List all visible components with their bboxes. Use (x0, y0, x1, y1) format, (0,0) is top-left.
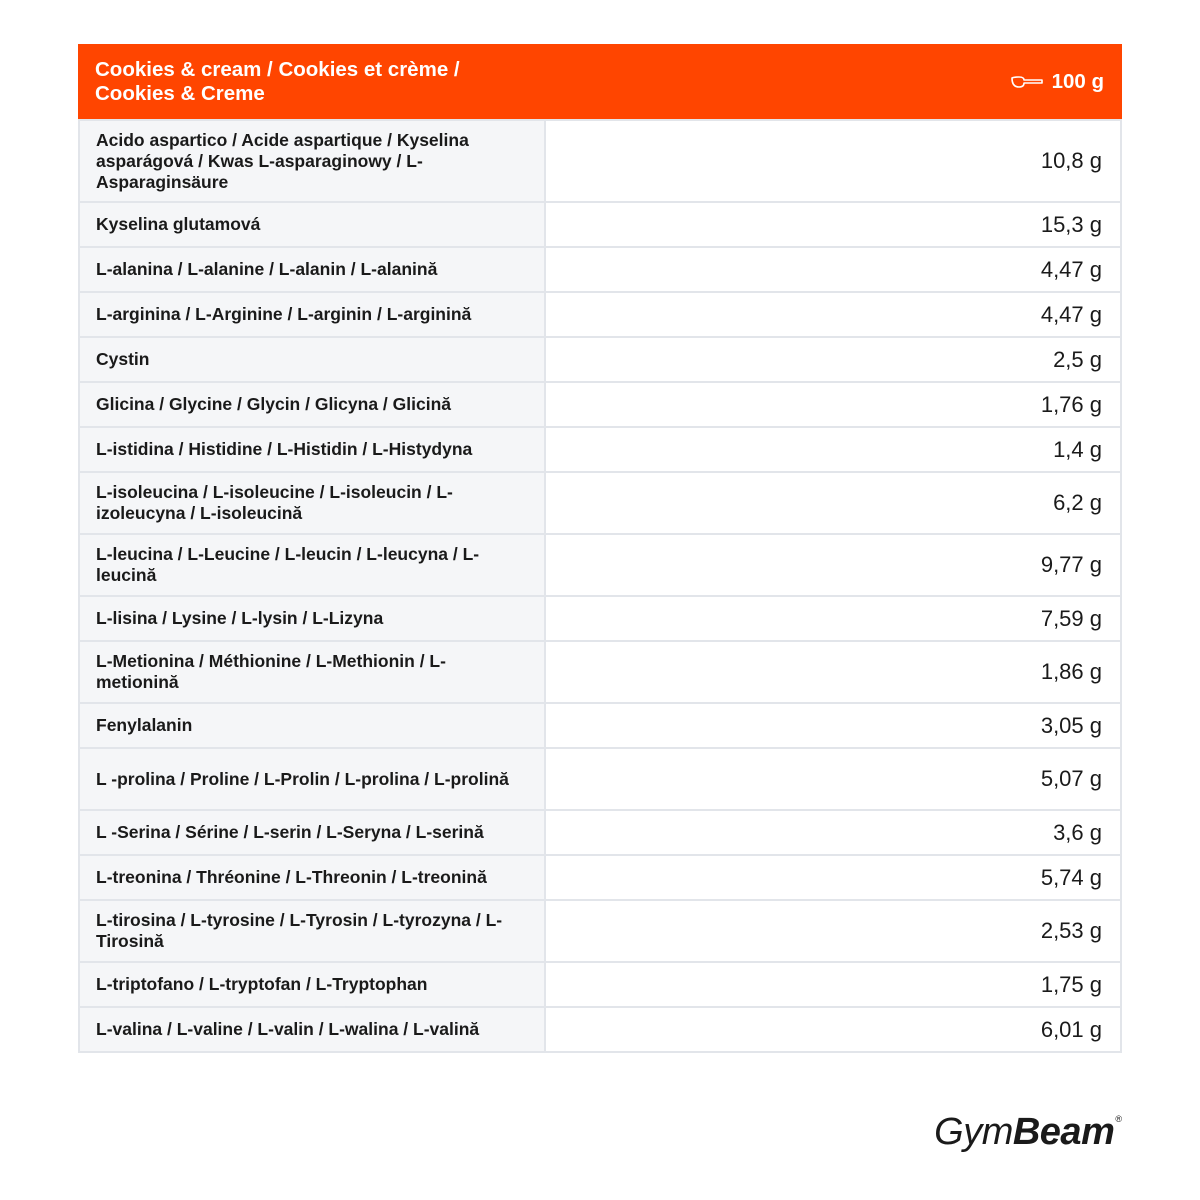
table-row (78, 702, 1122, 747)
table-row (78, 471, 1122, 533)
amino-acid-value: 2,5 g (546, 338, 1122, 381)
table-row (78, 426, 1122, 471)
table-row (78, 640, 1122, 702)
amino-acid-name: L-isoleucina / L-isoleucine / L-isoleucin / L-izoleucyna / L-isoleucină (78, 473, 546, 533)
amino-acid-name: L-triptofano / L-tryptofan / L-Tryptophan (78, 963, 546, 1006)
amino-acid-name: L-istidina / Histidine / L-Histidin / L-Histydyna (78, 428, 546, 471)
header-title-line1: Cookies & cream / Cookies et crème / (95, 57, 460, 81)
logo-text-gym: Gym (934, 1111, 1013, 1153)
serving-size (1010, 70, 1104, 94)
amino-acid-value: 1,4 g (546, 428, 1122, 471)
amino-acid-name: L-tirosina / L-tyrosine / L-Tyrosin / L-tyrozyna / L-Tirosină (78, 901, 546, 961)
amino-acid-name: L -prolina / Proline / L-Prolin / L-prolina / L-prolină (78, 749, 546, 809)
amino-acid-name: Glicina / Glycine / Glycin / Glicyna / Glicină (78, 383, 546, 426)
table-row (78, 961, 1122, 1006)
table-row (78, 336, 1122, 381)
amino-acid-value: 1,76 g (546, 383, 1122, 426)
table-row (78, 381, 1122, 426)
nutrition-table (78, 44, 1122, 1053)
scoop-icon (1010, 74, 1044, 90)
amino-acid-value: 4,47 g (546, 293, 1122, 336)
table-row (78, 854, 1122, 899)
amino-acid-value: 4,47 g (546, 248, 1122, 291)
table-row (78, 291, 1122, 336)
amino-acid-name: L -Serina / Sérine / L-serin / L-Seryna / L-serină (78, 811, 546, 854)
amino-acid-name: Kyselina glutamová (78, 203, 546, 246)
amino-acid-value: 1,86 g (546, 642, 1122, 702)
logo-text-beam: Beam (1012, 1111, 1115, 1153)
amino-acid-value: 3,05 g (546, 704, 1122, 747)
amino-acid-name: L-valina / L-valine / L-valin / L-walina / L-valină (78, 1008, 546, 1051)
amino-acid-value: 9,77 g (546, 535, 1122, 595)
amino-acid-value: 10,8 g (546, 121, 1122, 201)
amino-acid-value: 5,74 g (546, 856, 1122, 899)
amino-acid-value: 5,07 g (546, 749, 1122, 809)
amino-acid-name: L-treonina / Thréonine / L-Threonin / L-treonină (78, 856, 546, 899)
table-row (78, 809, 1122, 854)
amino-acid-value: 6,01 g (546, 1008, 1122, 1051)
amino-acid-name: L-leucina / L-Leucine / L-leucin / L-leucyna / L-leucină (78, 535, 546, 595)
amino-acid-value: 6,2 g (546, 473, 1122, 533)
amino-acid-name: L-alanina / L-alanine / L-alanin / L-alanină (78, 248, 546, 291)
amino-acid-value: 2,53 g (546, 901, 1122, 961)
amino-acid-value: 7,59 g (546, 597, 1122, 640)
amino-acid-value: 15,3 g (546, 203, 1122, 246)
table-row (78, 899, 1122, 961)
amino-acid-name: L-lisina / Lysine / L-lysin / L-Lizyna (78, 597, 546, 640)
table-row (78, 246, 1122, 291)
header-title-line2: Cookies & Creme (95, 81, 265, 105)
table-row (78, 747, 1122, 809)
table-header (78, 44, 1122, 119)
table-row (78, 533, 1122, 595)
header-title (95, 58, 555, 106)
table-row (78, 201, 1122, 246)
gymbeam-logo (934, 1110, 1122, 1154)
amino-acid-name: L-arginina / L-Arginine / L-arginin / L-arginină (78, 293, 546, 336)
table-row (78, 1006, 1122, 1051)
table-row (78, 119, 1122, 201)
amino-acid-value: 1,75 g (546, 963, 1122, 1006)
amino-acid-name: Acido aspartico / Acide aspartique / Kyselina asparágová / Kwas L-asparaginowy / L-Asparaginsäure (78, 121, 546, 201)
table-row (78, 595, 1122, 640)
amino-acid-name: Cystin (78, 338, 546, 381)
registered-mark: ® (1115, 1114, 1122, 1124)
amino-acid-name: L-Metionina / Méthionine / L-Methionin / L-metionină (78, 642, 546, 702)
serving-label: 100 g (1051, 69, 1104, 93)
amino-acid-value: 3,6 g (546, 811, 1122, 854)
amino-acid-name: Fenylalanin (78, 704, 546, 747)
